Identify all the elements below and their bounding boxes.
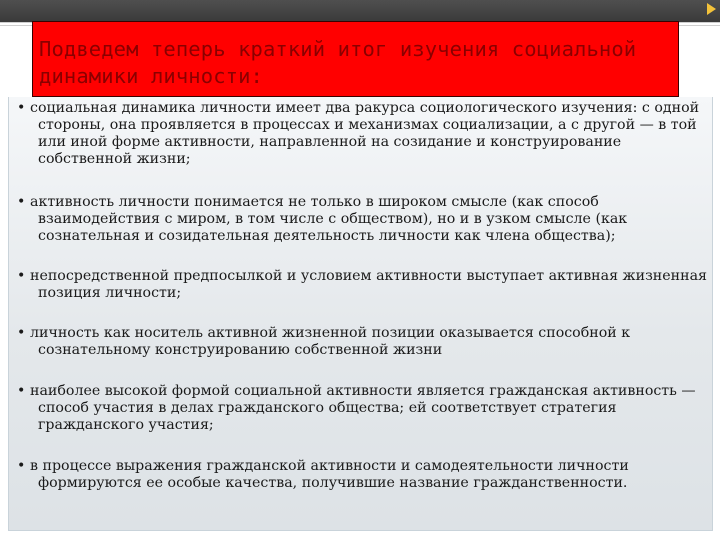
bullet-item <box>9 268 710 302</box>
top-decorative-band <box>0 0 720 22</box>
bullet-item <box>9 383 710 434</box>
bullet-item <box>9 100 710 168</box>
bullet-item <box>9 325 710 359</box>
bullet-dot-icon: • <box>17 383 26 399</box>
bullet-item <box>9 194 710 245</box>
bullet-item <box>9 458 710 492</box>
bullet-text: непосредственной предпосылкой и условием активности выступает активная жизненная позиция личности; <box>30 268 707 301</box>
bullet-text: в процессе выражения гражданской активности и самодеятельности личности формируются ее особые качества, получившие название гражданственности. <box>30 458 629 491</box>
bullet-dot-icon: • <box>17 325 26 341</box>
slide-title-box <box>32 21 679 97</box>
slide-title: Подведем теперь краткий итог изучения социальной динамики личности: <box>39 37 637 88</box>
bullet-dot-icon: • <box>17 194 26 210</box>
slide-content-panel <box>8 97 713 531</box>
bullet-text: активность личности понимается не только в широком смысле (как способ взаимодействия с миром, в том числе с обществом), но и в узком смысле (как сознательная и созидательная деятельность личности как члена общества); <box>30 194 628 244</box>
bullet-dot-icon: • <box>17 100 26 116</box>
bullet-text: социальная динамика личности имеет два ракурса социологического изучения: с одной стороны, она проявляется в процессах и механизмах социализации, а с другой — в той или иной форме активности, направленной на созидание и конструирование собственной жизни; <box>30 100 700 167</box>
bullet-dot-icon: • <box>17 268 26 284</box>
bullet-text: личность как носитель активной жизненной позиции оказывается способной к сознательному конструированию собственной жизни <box>30 325 631 358</box>
bullet-dot-icon: • <box>17 458 26 474</box>
corner-arrow-icon <box>707 3 716 15</box>
bullet-text: наиболее высокой формой социальной активности является гражданская активность — способ участия в делах гражданского общества; ей соответствует стратегия гражданского участия; <box>30 383 696 433</box>
